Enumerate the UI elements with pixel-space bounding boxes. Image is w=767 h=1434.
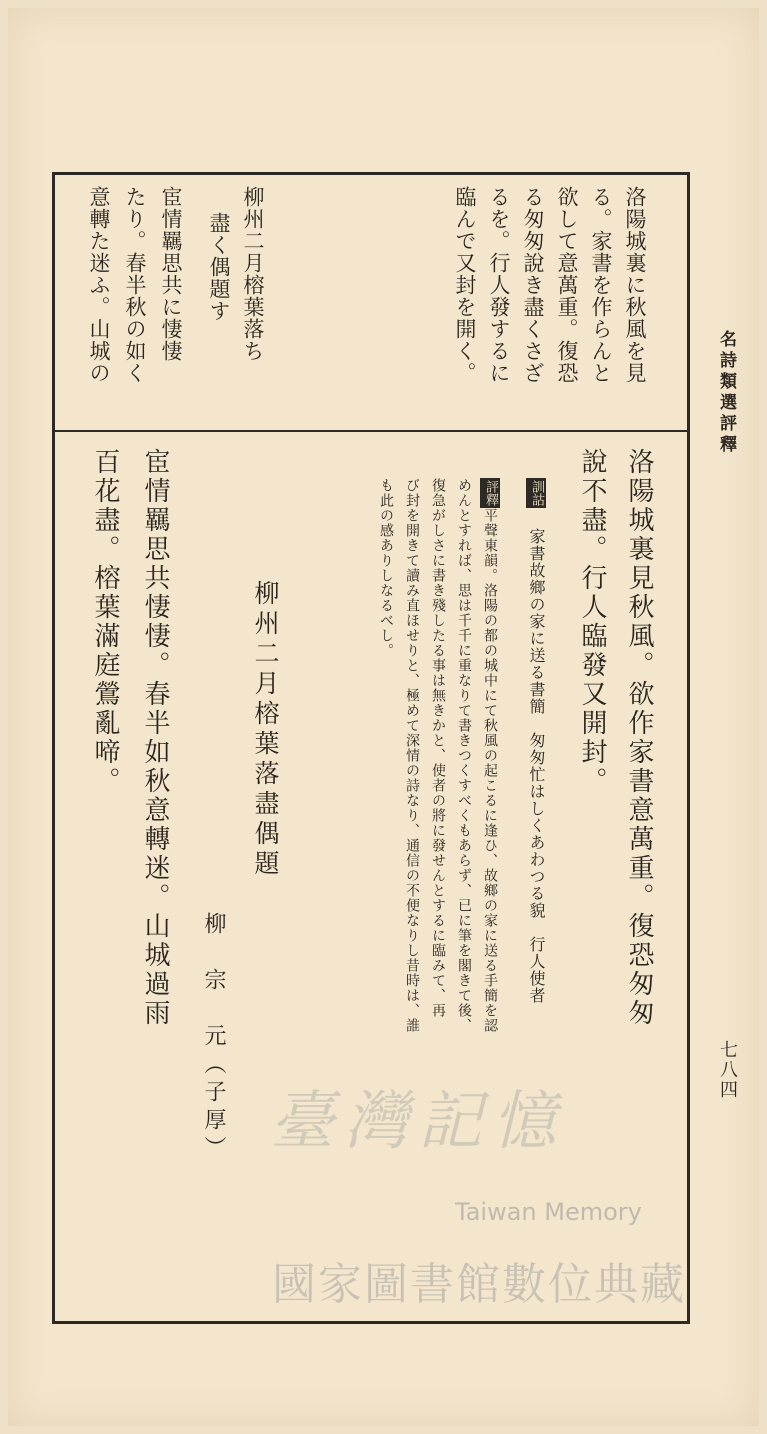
commentary-tag: 評釋 (480, 478, 500, 508)
second-poem-line-1: 宦情羈思共悽悽。春半如秋意轉迷。山城過雨 (140, 448, 170, 1028)
top-line-5: るを。行人發するに (487, 186, 511, 384)
watermark-logo: 臺灣記憶 (270, 1085, 566, 1159)
top-line-2: る。家書を作らんと (589, 186, 613, 384)
gloss-tag: 訓詁 (526, 478, 546, 508)
top-line-9: 宦情羈思共に悽悽 (159, 186, 183, 362)
main-poem-line-1: 洛陽城裏見秋風。欲作家書意萬重。復恐匆匆 (624, 448, 654, 1028)
top-line-1: 洛陽城裏に秋風を見 (623, 186, 647, 384)
gloss (526, 478, 546, 1004)
section-divider (52, 430, 690, 432)
top-line-8: 盡く偶題す (207, 212, 231, 322)
top-line-10: たり。春半秋の如く (123, 186, 147, 384)
commentary-text-1: 平聲東韻。洛陽の都の城中にて秋風の起こるに逢ひ、故鄉の家に送る手簡を認 (482, 508, 498, 1033)
gloss-text: 家書故鄉の家に送る書簡 匆匆忙はしくあわつる貌 行人使者 (527, 528, 546, 1004)
second-poem-author: 柳 宗 元（子厚） (201, 912, 226, 1164)
top-line-11: 意轉た迷ふ。山城の (87, 186, 111, 384)
top-line-4: る匆匆說き盡くさざ (521, 186, 545, 384)
top-line-7: 柳州二月榕葉落ち (241, 186, 265, 362)
running-header: 名詩類選評釋 (716, 330, 736, 456)
commentary-line-2: めんとすれば、思は千千に重なりて書きつくすべくもあらず、已に筆を閣きて後、 (456, 478, 472, 1033)
commentary-line-1 (480, 478, 500, 1033)
watermark-latin: Taiwan Memory (455, 1198, 642, 1226)
main-poem-line-2: 說不盡。行人臨發又開封。 (577, 448, 607, 796)
page-number: 七八四 (717, 1040, 738, 1100)
commentary-line-5: も此の感ありしなるべし。 (378, 478, 394, 658)
top-line-6: 臨んで又封を開く。 (453, 186, 477, 384)
second-poem-line-2: 百花盡。榕葉滿庭鶯亂啼。 (90, 448, 120, 796)
commentary-line-3: 復急がしさに書き殘したる事は無きかと、使者の將に發せんとするに臨みて、再 (430, 478, 446, 1018)
second-poem-title: 柳州二月榕葉落盡偶題 (251, 580, 280, 880)
top-line-3: 欲して意萬重。復恐 (555, 186, 579, 384)
commentary-line-4: び封を開きて讀み直ほせりと、極めて深情の詩なり、通信の不便なりし昔時は、誰 (404, 478, 420, 1033)
watermark-institution: 國家圖書館數位典藏 (272, 1259, 686, 1310)
